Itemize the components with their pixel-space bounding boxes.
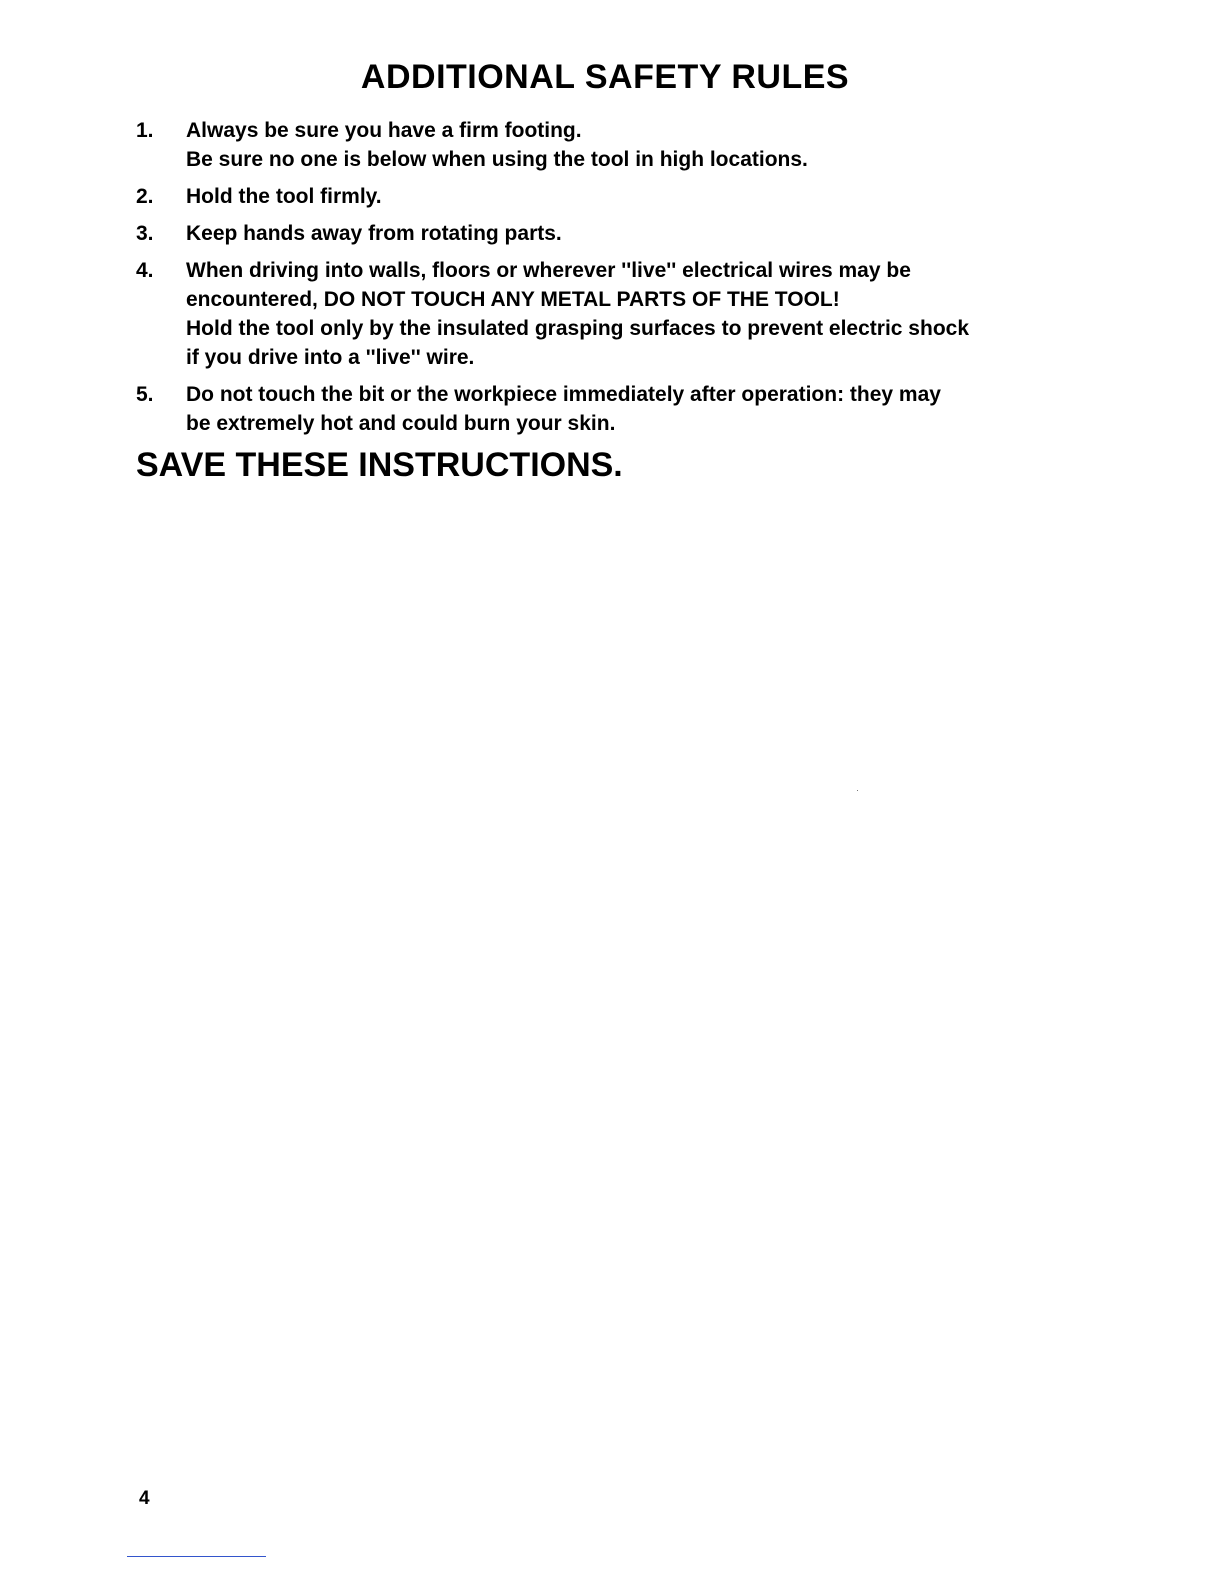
rule-number: 5. [136,383,154,406]
rule-item-1 [136,116,1086,174]
footer-divider [127,1556,266,1557]
rule-line: Be sure no one is below when using the tool in high locations. [186,148,808,171]
rule-text [186,116,1086,174]
rule-text [186,219,1086,248]
save-instructions-heading: SAVE THESE INSTRUCTIONS. [136,446,623,484]
rule-text [186,256,1086,372]
rule-text [186,380,1086,438]
rule-line: Hold the tool only by the insulated grasping surfaces to prevent electric shock [186,317,969,340]
rule-item-5 [136,380,1086,438]
rule-item-3 [136,219,1086,248]
rule-item-2 [136,182,1086,211]
rule-number: 1. [136,119,154,142]
rule-text [186,182,1086,211]
page-title: ADDITIONAL SAFETY RULES [360,58,850,96]
rule-line: Hold the tool firmly. [186,185,382,208]
safety-rules-list [136,116,1086,446]
page-number: 4 [139,1488,150,1509]
rule-line: be extremely hot and could burn your skin. [186,412,616,435]
rule-line: When driving into walls, floors or wherever ''live'' electrical wires may be [186,259,911,282]
rule-number: 2. [136,185,154,208]
rule-number: 4. [136,259,154,282]
rule-number: 3. [136,222,154,245]
rule-line: Keep hands away from rotating parts. [186,222,562,245]
rule-line: Do not touch the bit or the workpiece immediately after operation: they may [186,383,941,406]
rule-line: Always be sure you have a firm footing. [186,119,582,142]
rule-item-4 [136,256,1086,372]
rule-line: encountered, DO NOT TOUCH ANY METAL PARTS OF THE TOOL! [186,288,840,311]
rule-line: if you drive into a ''live'' wire. [186,346,475,369]
scan-speck [857,790,858,791]
